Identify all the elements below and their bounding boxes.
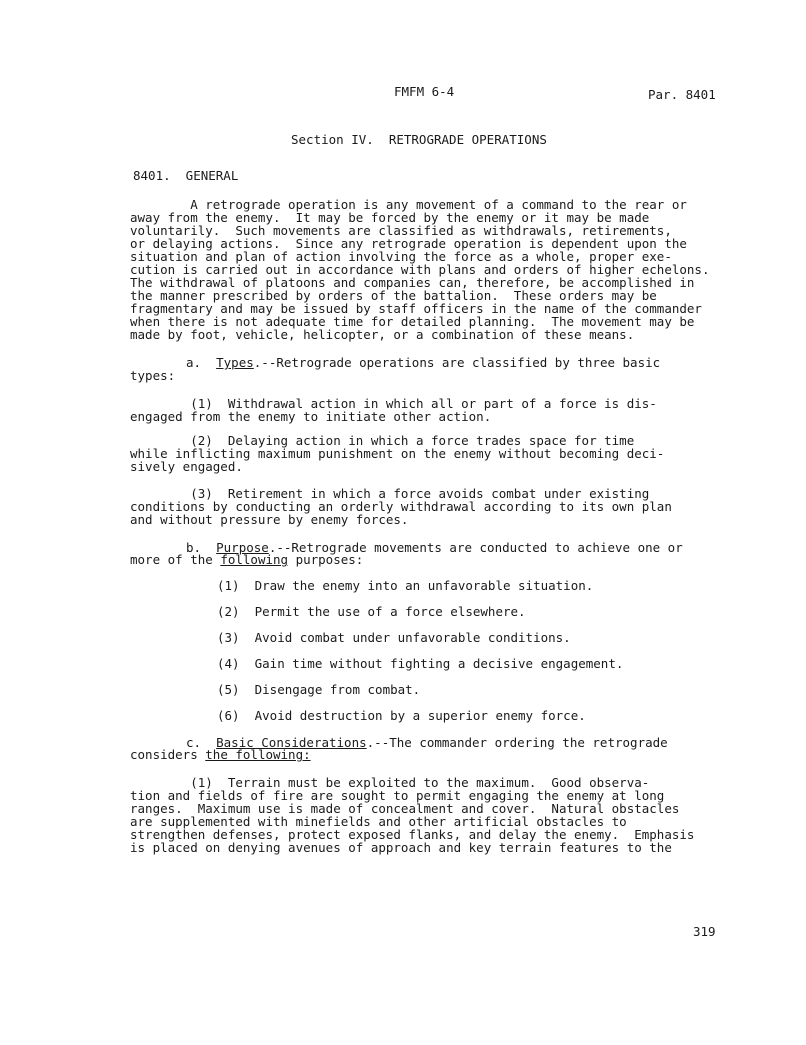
types-item-line: sively engaged.: [130, 459, 243, 474]
basic-letter: c.: [186, 735, 202, 750]
purpose-item: (3) Avoid combat under unfavorable conditions.: [217, 630, 571, 645]
types-item-line: (3) Retirement in which a force avoids combat under existing: [130, 486, 650, 501]
types-item-line: (1) Withdrawal action in which all or part of a force is dis-: [130, 396, 657, 411]
types-item-line: while inflicting maximum punishment on the enemy without becoming deci-: [130, 446, 665, 461]
types-item-line: conditions by conducting an orderly withdrawal according to its own plan: [130, 499, 672, 514]
intro-line: fragmentary and may be issued by staff officers in the name of the commander: [130, 301, 702, 316]
page-number: 319: [693, 924, 716, 939]
purpose-lead: .--Retrograde movements are conducted to achieve one or: [268, 540, 683, 555]
purpose-second-line: more of the following purposes:: [130, 552, 364, 567]
intro-line: A retrograde operation is any movement of a command to the rear or: [130, 197, 687, 212]
types-lead: .--Retrograde operations are classified by three basic: [253, 355, 661, 370]
section-title: Section IV. RETROGRADE OPERATIONS: [291, 132, 547, 147]
intro-line: or delaying actions. Since any retrograde operation is dependent upon the: [130, 236, 687, 251]
purpose-item: (6) Avoid destruction by a superior enemy force.: [217, 708, 586, 723]
basic-item-line: strengthen defenses, protect exposed flanks, and delay the enemy. Emphasis: [130, 827, 695, 842]
types-item-line: and without pressure by enemy forces.: [130, 512, 409, 527]
types-item-line: engaged from the enemy to initiate other action.: [130, 409, 492, 424]
intro-line: made by foot, vehicle, helicopter, or a combination of these means.: [130, 327, 635, 342]
header-paragraph: Par. 8401: [648, 87, 716, 102]
intro-line: situation and plan of action involving the force as a whole, proper exe-: [130, 249, 672, 264]
types-first-line: [186, 356, 660, 369]
intro-line: voluntarily. Such movements are classified as withdrawals, retirements,: [130, 223, 672, 238]
types-item-line: (2) Delaying action in which a force trades space for time: [130, 433, 635, 448]
intro-line: the manner prescribed by orders of the battalion. These orders may be: [130, 288, 657, 303]
intro-line: cution is carried out in accordance with plans and orders of higher echelons.: [130, 262, 710, 277]
purpose-item: (5) Disengage from combat.: [217, 682, 421, 697]
basic-item-line: is placed on denying avenues of approach and key terrain features to the: [130, 840, 672, 855]
basic-item-line: ranges. Maximum use is made of concealment and cover. Natural obstacles: [130, 801, 680, 816]
intro-line: when there is not adequate time for detailed planning. The movement may be: [130, 314, 695, 329]
intro-line: The withdrawal of platoons and companies can, therefore, be accomplished in: [130, 275, 695, 290]
basic-item-line: are supplemented with minefields and other artificial obstacles to: [130, 814, 627, 829]
basic-item-line: tion and fields of fire are sought to permit engaging the enemy at long: [130, 788, 665, 803]
types-second-line: types:: [130, 368, 176, 383]
purpose-item: (4) Gain time without fighting a decisive engagement.: [217, 656, 624, 671]
basic-item-line: (1) Terrain must be exploited to the maximum. Good observa-: [130, 775, 650, 790]
intro-line: away from the enemy. It may be forced by the enemy or it may be made: [130, 210, 650, 225]
purpose-heading: Purpose: [216, 540, 269, 555]
header-manual: FMFM 6-4: [394, 84, 455, 99]
basic-lead: .--The commander ordering the retrograde: [366, 735, 668, 750]
basic-heading: Basic Considerations: [216, 735, 367, 750]
basic-second-line: considers the following:: [130, 747, 311, 762]
types-letter: a.: [186, 355, 202, 370]
purpose-item: (1) Draw the enemy into an unfavorable situation.: [217, 578, 594, 593]
paragraph-heading: 8401. GENERAL: [133, 168, 239, 183]
types-heading: Types: [216, 355, 254, 370]
purpose-letter: b.: [186, 540, 202, 555]
purpose-item: (2) Permit the use of a force elsewhere.: [217, 604, 526, 619]
